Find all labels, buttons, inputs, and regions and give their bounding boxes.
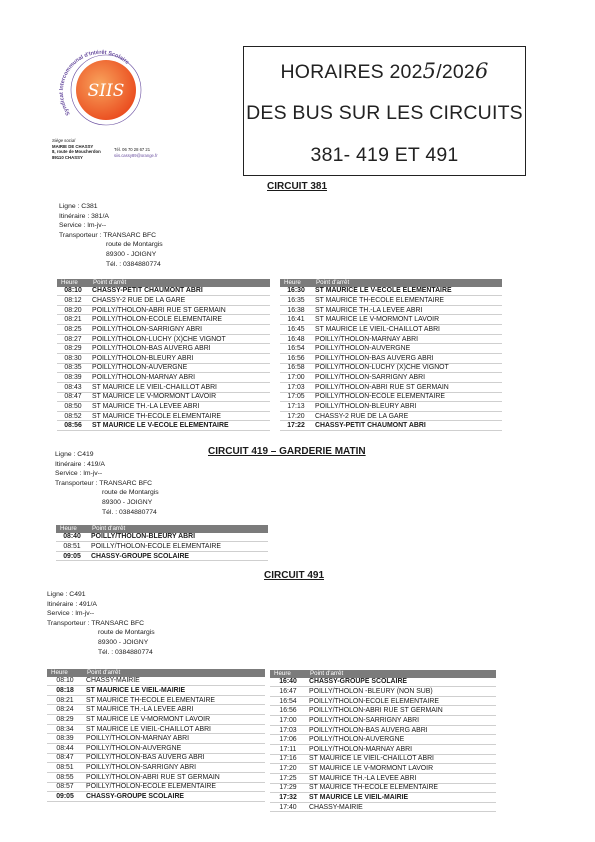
- table-row: [270, 783, 496, 793]
- stop-time: 16:54: [270, 696, 306, 706]
- service: Service : lm-jv--: [59, 222, 107, 230]
- circuit-419-heading: CIRCUIT 419 – GARDERIE MATIN: [208, 446, 366, 457]
- stop-time: 08:39: [47, 734, 83, 744]
- stop-time: 17:25: [270, 773, 306, 783]
- stop-time: 17:11: [270, 744, 306, 754]
- stop-name: POILLY/THOLON-AUVERGNE: [83, 743, 265, 753]
- table-header: [47, 669, 265, 677]
- title-year-handwritten-1: 5: [422, 59, 437, 83]
- stop-time: 08:35: [57, 363, 89, 373]
- title-year-mid: /202: [436, 61, 475, 83]
- stop-time: 16:40: [270, 678, 306, 687]
- stop-time: 16:56: [280, 353, 312, 363]
- ligne: Ligne : C381: [59, 203, 98, 210]
- stop-name: POILLY/THOLON-ECOLE ELEMENTAIRE: [312, 392, 502, 402]
- transporteur-address2: 89300 - JOIGNY: [102, 498, 153, 506]
- stop-time: 08:18: [47, 686, 83, 696]
- stop-name: ST MAURICE LE VIEIL-CHAILLOT ABRI: [312, 325, 502, 335]
- table-row: [280, 363, 502, 373]
- address-line2: 89110 CHASSY: [52, 154, 83, 160]
- circuit-491-afternoon-table: [270, 670, 496, 812]
- title-year-handwritten-2: 6: [474, 59, 489, 83]
- siege-label: Siège social: [52, 138, 76, 143]
- circuit-491-morning-table: [47, 669, 265, 802]
- stop-name: CHASSY-MAIRIE: [83, 677, 265, 686]
- title-line2: DES BUS SUR LES CIRCUITS: [246, 102, 523, 124]
- stop-name: POILLY/THOLON-MARNAY ABRI: [312, 334, 502, 344]
- table-row: [270, 735, 496, 745]
- ligne: Ligne : C419: [55, 451, 94, 458]
- stop-time: 16:30: [280, 287, 312, 296]
- stop-name: POILLY/THOLON-BAS AUVERG ABRI: [89, 344, 270, 354]
- stop-name: POILLY/THOLON-SARRIGNY ABRI: [306, 716, 496, 726]
- stop-time: 08:10: [57, 287, 89, 296]
- stop-time: 16:41: [280, 315, 312, 325]
- stop-name: POILLY/THOLON-BLEURY ABRI: [89, 353, 270, 363]
- table-row: [57, 402, 270, 412]
- transporteur-tel: Tél. : 0384880774: [102, 508, 157, 516]
- stop-name: CHASSY-GROUPE SCOLAIRE: [306, 678, 496, 687]
- itineraire: Itinéraire : 419/A: [55, 460, 105, 468]
- title-box: [243, 46, 526, 176]
- stop-name: POILLY/THOLON-BAS AUVERG ABRI: [306, 725, 496, 735]
- header-heure: Heure: [280, 279, 312, 287]
- stop-name: CHASSY-2 RUE DE LA GARE: [89, 296, 270, 306]
- stop-time: 08:21: [57, 315, 89, 325]
- table-row: [270, 744, 496, 754]
- header-heure: Heure: [47, 669, 83, 677]
- stop-name: POILLY/THOLON -BLEURY (NON SUB): [306, 687, 496, 697]
- stop-name: POILLY/THOLON-ABRI RUE ST GERMAIN: [89, 305, 270, 315]
- table-header: [57, 279, 270, 287]
- stop-time: 17:13: [280, 402, 312, 412]
- stop-name: CHASSY-MAIRIE: [306, 802, 496, 812]
- stop-time: 17:32: [270, 793, 306, 803]
- stop-time: 08:34: [47, 724, 83, 734]
- stop-name: CHASSY-GROUPE SCOLAIRE: [83, 792, 265, 802]
- stop-name: ST MAURICE LE VIEIL-CHAILLOT ABRI: [306, 754, 496, 764]
- stop-time: 09:05: [47, 792, 83, 802]
- stop-name: POILLY/THOLON-BAS AUVERG ABRI: [312, 353, 502, 363]
- transporteur-address1: route de Montargis: [106, 241, 163, 249]
- stop-time: 17:29: [270, 783, 306, 793]
- stop-name: POILLY/THOLON-ECOLE ELEMENTAIRE: [83, 782, 265, 792]
- circuit-381-morning-table: [57, 279, 270, 431]
- stop-time: 17:00: [270, 716, 306, 726]
- stop-name: POILLY/THOLON-BAS AUVERG ABRI: [83, 753, 265, 763]
- stop-name: POILLY/THOLON-MARNAY ABRI: [83, 734, 265, 744]
- table-row: [47, 763, 265, 773]
- stop-time: 16:58: [280, 363, 312, 373]
- stop-time: 16:47: [270, 687, 306, 697]
- header-point: Point d'arrêt: [83, 669, 265, 677]
- stop-name: CHASSY-PETIT CHAUMONT ABRI: [89, 287, 270, 296]
- table-row: [47, 792, 265, 802]
- transporteur-address2: 89300 - JOIGNY: [106, 250, 157, 258]
- stop-time: 17:03: [270, 725, 306, 735]
- stop-name: POILLY/THOLON-ABRI RUE ST GERMAIN: [83, 772, 265, 782]
- organization-contact: [114, 147, 158, 158]
- stop-time: 08:40: [56, 533, 88, 542]
- table-row: [56, 533, 268, 542]
- phone: Tél. 06 70 28 67 21: [114, 147, 151, 152]
- table-row: [47, 705, 265, 715]
- stop-time: 08:55: [47, 772, 83, 782]
- stop-name: ST MAURICE LE VIEIL-CHAILLOT ABRI: [89, 382, 270, 392]
- stop-name: POILLY/THOLON-AUVERGNE: [89, 363, 270, 373]
- transporteur-address1: route de Montargis: [98, 629, 155, 637]
- circuit-381-info: [59, 202, 163, 269]
- transporteur-address2: 89300 - JOIGNY: [98, 638, 149, 646]
- stop-time: 17:00: [280, 373, 312, 383]
- itineraire: Itinéraire : 491/A: [47, 600, 97, 608]
- stop-time: 17:16: [270, 754, 306, 764]
- table-row: [47, 715, 265, 725]
- stop-time: 08:57: [47, 782, 83, 792]
- transporteur: Transporteur : TRANSARC BFC: [55, 479, 153, 487]
- table-row: [270, 793, 496, 803]
- table-row: [280, 353, 502, 363]
- table-row: [56, 542, 268, 552]
- stop-time: 17:22: [280, 421, 312, 431]
- stop-time: 08:30: [57, 353, 89, 363]
- title-line3: 381- 419 ET 491: [310, 144, 459, 166]
- stop-name: POILLY/THOLON-MARNAY ABRI: [306, 744, 496, 754]
- stop-name: POILLY/THOLON-LUCHY (X)CHE VIGNOT: [312, 363, 502, 373]
- table-row: [57, 344, 270, 354]
- stop-time: 08:47: [57, 392, 89, 402]
- circuit-491-info: [47, 590, 155, 657]
- stop-name: ST MAURICE LE VIEIL-MAIRIE: [83, 686, 265, 696]
- table-row: [57, 373, 270, 383]
- table-row: [270, 802, 496, 812]
- circuit-419-table: [56, 525, 268, 561]
- stop-time: 17:03: [280, 382, 312, 392]
- table-row: [47, 724, 265, 734]
- table-row: [47, 743, 265, 753]
- stop-name: POILLY/THOLON-ECOLE ELEMENTAIRE: [88, 542, 268, 552]
- ligne: Ligne : C491: [47, 591, 86, 598]
- stop-name: ST MAURICE TH-ECOLE ELEMENTAIRE: [89, 411, 270, 421]
- stop-name: CHASSY-GROUPE SCOLAIRE: [88, 551, 268, 561]
- stop-name: ST MAURICE LE V-ECOLE ELEMENTAIRE: [312, 287, 502, 296]
- table-row: [280, 421, 502, 431]
- table-row: [57, 392, 270, 402]
- stop-name: POILLY/THOLON-BLEURY ABRI: [88, 533, 268, 542]
- table-row: [280, 315, 502, 325]
- stop-time: 08:10: [47, 677, 83, 686]
- stop-time: 17:20: [280, 411, 312, 421]
- table-row: [57, 382, 270, 392]
- stop-name: POILLY/THOLON-AUVERGNE: [312, 344, 502, 354]
- stop-time: 08:39: [57, 373, 89, 383]
- table-row: [270, 706, 496, 716]
- header-point: Point d'arrêt: [312, 279, 502, 287]
- table-row: [47, 695, 265, 705]
- table-row: [270, 725, 496, 735]
- stop-time: 16:45: [280, 325, 312, 335]
- table-row: [280, 373, 502, 383]
- email-link[interactable]: siis.cassy89@orange.fr: [114, 152, 158, 158]
- table-row: [280, 411, 502, 421]
- stop-time: 08:29: [47, 715, 83, 725]
- stop-time: 17:06: [270, 735, 306, 745]
- stop-name: POILLY/THOLON-AUVERGNE: [306, 735, 496, 745]
- stop-name: POILLY/THOLON-ABRI RUE ST GERMAIN: [306, 706, 496, 716]
- stop-name: ST MAURICE LE VIEIL-CHAILLOT ABRI: [83, 724, 265, 734]
- table-row: [270, 764, 496, 774]
- table-row: [57, 305, 270, 315]
- transporteur-address1: route de Montargis: [102, 489, 159, 497]
- header-heure: Heure: [270, 670, 306, 678]
- table-row: [280, 392, 502, 402]
- stop-name: POILLY/THOLON-SARRIGNY ABRI: [89, 325, 270, 335]
- circuit-419-info: [55, 450, 159, 517]
- stop-name: POILLY/THOLON-SARRIGNY ABRI: [312, 373, 502, 383]
- stop-time: 17:05: [280, 392, 312, 402]
- table-row: [57, 353, 270, 363]
- table-row: [57, 334, 270, 344]
- stop-time: 08:51: [47, 763, 83, 773]
- stop-time: 08:44: [47, 743, 83, 753]
- stop-name: POILLY/THOLON-BLEURY ABRI: [312, 402, 502, 412]
- stop-time: 08:20: [57, 305, 89, 315]
- table-header: [270, 670, 496, 678]
- transporteur-tel: Tél. : 0384880774: [106, 260, 161, 268]
- table-row: [280, 296, 502, 306]
- siege-name: MAIRIE DE CHASSY: [52, 143, 94, 149]
- title-line1: [244, 59, 525, 84]
- table-row: [57, 411, 270, 421]
- header-point: Point d'arrêt: [88, 525, 268, 533]
- table-row: [280, 382, 502, 392]
- stop-time: 08:47: [47, 753, 83, 763]
- stop-time: 08:43: [57, 382, 89, 392]
- stop-time: 08:12: [57, 296, 89, 306]
- stop-name: ST MAURICE TH-ECOLE ELEMENTAIRE: [83, 695, 265, 705]
- circuit-381-afternoon-table: [280, 279, 502, 431]
- transporteur: Transporteur : TRANSARC BFC: [59, 231, 157, 239]
- address-line1: 8, route de Moucherdon: [52, 149, 101, 155]
- table-row: [280, 305, 502, 315]
- stop-time: 08:25: [57, 325, 89, 335]
- stop-name: ST MAURICE TH-ECOLE ELEMENTAIRE: [306, 783, 496, 793]
- stop-name: ST MAURICE LE VIEIL-MAIRIE: [306, 793, 496, 803]
- table-row: [57, 296, 270, 306]
- stop-name: ST MAURICE TH.-LA LEVEE ABRI: [89, 402, 270, 412]
- table-row: [56, 551, 268, 561]
- table-row: [270, 687, 496, 697]
- stop-time: 17:40: [270, 802, 306, 812]
- stop-time: 08:51: [56, 542, 88, 552]
- table-row: [47, 677, 265, 686]
- header-heure: Heure: [57, 279, 89, 287]
- stop-name: POILLY/THOLON-LUCHY (X)CHE VIGNOT: [89, 334, 270, 344]
- stop-name: ST MAURICE LE V-MORMONT LAVOIR: [306, 764, 496, 774]
- stop-time: 08:50: [57, 402, 89, 412]
- stop-name: ST MAURICE TH.-LA LEVEE ABRI: [83, 705, 265, 715]
- service: Service : lm-jv--: [55, 470, 103, 478]
- table-row: [47, 753, 265, 763]
- table-row: [270, 773, 496, 783]
- organization-address: [52, 138, 101, 160]
- stop-time: 16:56: [270, 706, 306, 716]
- table-header: [280, 279, 502, 287]
- stop-name: ST MAURICE LE V-ECOLE ELEMENTAIRE: [89, 421, 270, 431]
- table-row: [280, 344, 502, 354]
- stop-name: CHASSY-2 RUE DE LA GARE: [312, 411, 502, 421]
- table-row: [47, 734, 265, 744]
- logo-mark: SIIS: [87, 81, 125, 101]
- stop-name: POILLY/THOLON-SARRIGNY ABRI: [83, 763, 265, 773]
- stop-name: ST MAURICE LE V-MORMONT LAVOIR: [312, 315, 502, 325]
- table-header: [56, 525, 268, 533]
- stop-name: ST MAURICE TH.-LA LEVEE ABRI: [312, 305, 502, 315]
- stop-time: 16:54: [280, 344, 312, 354]
- table-row: [47, 686, 265, 696]
- logo-arc-text: Syndicat Intercommunal d'Intérêt Scolaire: [58, 49, 130, 117]
- table-row: [57, 363, 270, 373]
- stop-time: 09:05: [56, 551, 88, 561]
- stop-name: ST MAURICE LE V-MORMONT LAVOIR: [83, 715, 265, 725]
- stop-time: 08:27: [57, 334, 89, 344]
- stop-time: 08:21: [47, 695, 83, 705]
- header-heure: Heure: [56, 525, 88, 533]
- stop-time: 08:52: [57, 411, 89, 421]
- stop-name: POILLY/THOLON-MARNAY ABRI: [89, 373, 270, 383]
- stop-time: 08:24: [47, 705, 83, 715]
- table-row: [57, 325, 270, 335]
- table-row: [280, 287, 502, 296]
- table-row: [270, 716, 496, 726]
- table-row: [57, 421, 270, 431]
- table-row: [270, 754, 496, 764]
- table-row: [280, 402, 502, 412]
- table-row: [280, 334, 502, 344]
- table-row: [47, 772, 265, 782]
- circuit-491-heading: CIRCUIT 491: [264, 570, 325, 581]
- stop-name: CHASSY-PETIT CHAUMONT ABRI: [312, 421, 502, 431]
- title-year-prefix: HORAIRES 202: [280, 61, 423, 83]
- transporteur-tel: Tél. : 0384880774: [98, 648, 153, 656]
- stop-time: 17:20: [270, 764, 306, 774]
- table-row: [57, 315, 270, 325]
- stop-name: ST MAURICE TH.-LA LEVEE ABRI: [306, 773, 496, 783]
- stop-name: POILLY/THOLON-ABRI RUE ST GERMAIN: [312, 382, 502, 392]
- stop-time: 16:48: [280, 334, 312, 344]
- stop-name: ST MAURICE TH-ECOLE ELEMENTAIRE: [312, 296, 502, 306]
- table-row: [270, 678, 496, 687]
- siis-logo: [48, 40, 148, 135]
- stop-name: POILLY/THOLON-ECOLE ELEMENTAIRE: [306, 696, 496, 706]
- table-row: [270, 696, 496, 706]
- circuit-381-heading: CIRCUIT 381: [267, 181, 328, 192]
- header-point: Point d'arrêt: [89, 279, 270, 287]
- stop-name: ST MAURICE LE V-MORMONT LAVOIR: [89, 392, 270, 402]
- stop-name: POILLY/THOLON-ECOLE ELEMENTAIRE: [89, 315, 270, 325]
- stop-time: 08:56: [57, 421, 89, 431]
- itineraire: Itinéraire : 381/A: [59, 212, 109, 220]
- stop-time: 16:35: [280, 296, 312, 306]
- service: Service : lm-jv--: [47, 610, 95, 618]
- transporteur: Transporteur : TRANSARC BFC: [47, 619, 145, 627]
- stop-time: 16:38: [280, 305, 312, 315]
- table-row: [57, 287, 270, 296]
- header-point: Point d'arrêt: [306, 670, 496, 678]
- table-row: [47, 782, 265, 792]
- table-row: [280, 325, 502, 335]
- stop-time: 08:29: [57, 344, 89, 354]
